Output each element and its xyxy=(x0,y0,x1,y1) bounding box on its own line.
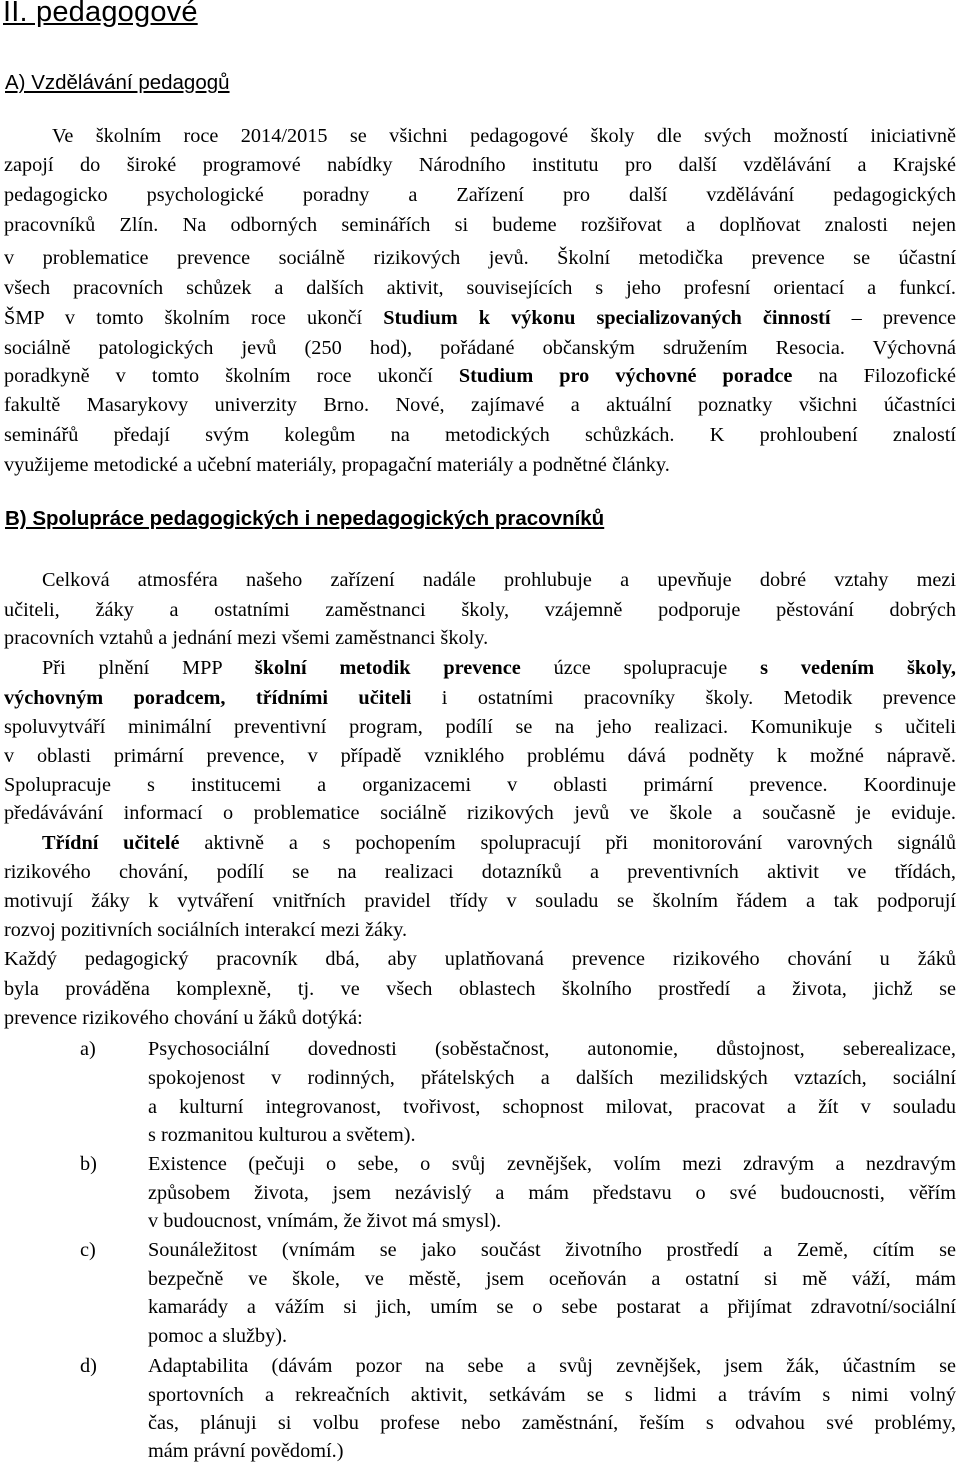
list-item-label: c) xyxy=(80,1239,96,1261)
list-item-line: bezpečně ve škole, ve městě, jsem oceňován a ostatní si mě váží, mám xyxy=(148,1268,956,1290)
section-a-title: A) Vzdělávání pedagogů xyxy=(5,71,230,94)
paragraph-line: výchovným poradcem, třídními učiteli i ostatními pracovníky školy. Metodik prevence xyxy=(4,687,956,709)
paragraph-line: motivují žáky k vytváření vnitřních pravidel třídy v souladu se školním řádem a tak podporují xyxy=(4,890,956,912)
paragraph-line: Třídní učitelé aktivně a s pochopením spolupracují při monitorování varovných signálů xyxy=(42,832,956,854)
paragraph-line: prevence rizikového chování u žáků dotýká: xyxy=(4,1007,363,1029)
list-item-line: Sounáležitost (vnímám se jako součást životního prostředí a Země, cítím se xyxy=(148,1239,956,1261)
paragraph-line: poradkyně v tomto školním roce ukončí Studium pro výchovné poradce na Filozofické xyxy=(4,365,956,387)
list-item-label: b) xyxy=(80,1153,97,1175)
paragraph-line: pracovních vztahů a jednání mezi všemi zaměstnanci školy. xyxy=(4,627,489,649)
paragraph-line: všech pracovních schůzek a dalších aktivit, souvisejících s jeho profesní orientací a funkcí. xyxy=(4,277,956,299)
section-b-title: B) Spolupráce pedagogických i nepedagogických pracovníků xyxy=(5,507,605,530)
paragraph-line: pracovníků Zlín. Na odborných seminářích si budeme rozšiřovat a doplňovat znalosti nejen xyxy=(4,214,956,236)
list-item-label: d) xyxy=(80,1355,97,1377)
paragraph-line: zapojí do široké programové nabídky Národního institutu pro další vzdělávání a Krajské xyxy=(4,154,956,176)
list-item-line: a kulturní integrovanost, tvořivost, schopnost milovat, pracovat a žít v souladu xyxy=(148,1096,956,1118)
list-item-line: v budoucnost, vnímám, že život má smysl). xyxy=(148,1210,502,1232)
list-item-line: Psychosociální dovednosti (soběstačnost, autonomie, důstojnost, seberealizace, xyxy=(148,1038,956,1060)
list-item-line: pomoc a služby). xyxy=(148,1325,288,1347)
paragraph-line: Každý pedagogický pracovník dbá, aby uplatňovaná prevence rizikového chování u žáků xyxy=(4,948,956,970)
paragraph-line: Spolupracuje s institucemi a organizacemi v oblasti primární prevence. Koordinuje xyxy=(4,774,956,796)
paragraph-line: rozvoj pozitivních sociálních interakcí mezi žáky. xyxy=(4,919,408,941)
paragraph-line: fakultě Masarykovy univerzity Brno. Nové, zajímavé a aktuální poznatky všichni účastníci xyxy=(4,394,956,416)
list-item-line: sportovních a rekreačních aktivit, setkávám se s lidmi a trávím s nimi volný xyxy=(148,1384,956,1406)
list-item-label: a) xyxy=(80,1038,96,1060)
paragraph-line: Při plnění MPP školní metodik prevence úzce spolupracuje s vedením školy, xyxy=(42,657,956,679)
paragraph-line: předávávání informací o problematice sociálně rizikových jevů ve škole a současně je eviduje. xyxy=(4,802,956,824)
list-item-line: mám právní povědomí.) xyxy=(148,1440,344,1462)
paragraph-line: v problematice prevence sociálně rizikových jevů. Školní metodička prevence se účastní xyxy=(4,247,956,269)
list-item-line: spokojenost v rodinných, přátelských a dalších mezilidských vztazích, sociální xyxy=(148,1067,956,1089)
paragraph-line: pedagogicko psychologické poradny a Zařízení pro další vzdělávání pedagogických xyxy=(4,184,956,206)
paragraph-line: v oblasti primární prevence, v případě vzniklého problému dává podněty k možné nápravě. xyxy=(4,745,956,767)
chapter-heading: II. pedagogové xyxy=(3,0,198,28)
paragraph-line: byla prováděna komplexně, tj. ve všech oblastech školního prostředí a života, jichž se xyxy=(4,978,956,1000)
paragraph-line: sociálně patologických jevů (250 hod), pořádané občanským sdružením Resocia. Výchovná xyxy=(4,337,956,359)
list-item-line: Existence (pečuji o sebe, o svůj zevnějšek, volím mezi zdravým a nezdravým xyxy=(148,1153,956,1175)
list-item-line: Adaptabilita (dávám pozor na sebe a svůj zevnějšek, jsem žák, účastním se xyxy=(148,1355,956,1377)
paragraph-line: Celková atmosféra našeho zařízení nadále prohlubuje a upevňuje dobré vztahy mezi xyxy=(42,569,956,591)
list-item-line: čas, plánuji si volbu profese nebo zaměstnání, řeším s odvahou své problémy, xyxy=(148,1412,956,1434)
paragraph-line: rizikového chování, podílí se na realizaci dotazníků a preventivních aktivit ve třídách, xyxy=(4,861,956,883)
paragraph-line: spoluvytváří minimální preventivní program, podílí se na jeho realizaci. Komunikuje s učiteli xyxy=(4,716,956,738)
list-item-line: kamarády a vážím si jich, umím se o sebe postarat a přijímat zdravotní/sociální xyxy=(148,1296,956,1318)
paragraph-line: Ve školním roce 2014/2015 se všichni pedagogové školy dle svých možností iniciativně xyxy=(52,125,956,147)
list-item-line: způsobem života, jsem nezávislý a mám představu o své budoucnosti, věřím xyxy=(148,1182,956,1204)
list-item-line: s rozmanitou kulturou a světem). xyxy=(148,1124,416,1146)
paragraph-line: učiteli, žáky a ostatními zaměstnanci školy, vzájemně podporuje pěstování dobrých xyxy=(4,599,956,621)
paragraph-line: využijeme metodické a učební materiály, propagační materiály a podnětné články. xyxy=(4,454,670,476)
paragraph-line: ŠMP v tomto školním roce ukončí Studium k výkonu specializovaných činností – prevence xyxy=(4,307,957,329)
paragraph-line: seminářů předají svým kolegům na metodických schůzkách. K prohloubení znalostí xyxy=(4,424,956,446)
